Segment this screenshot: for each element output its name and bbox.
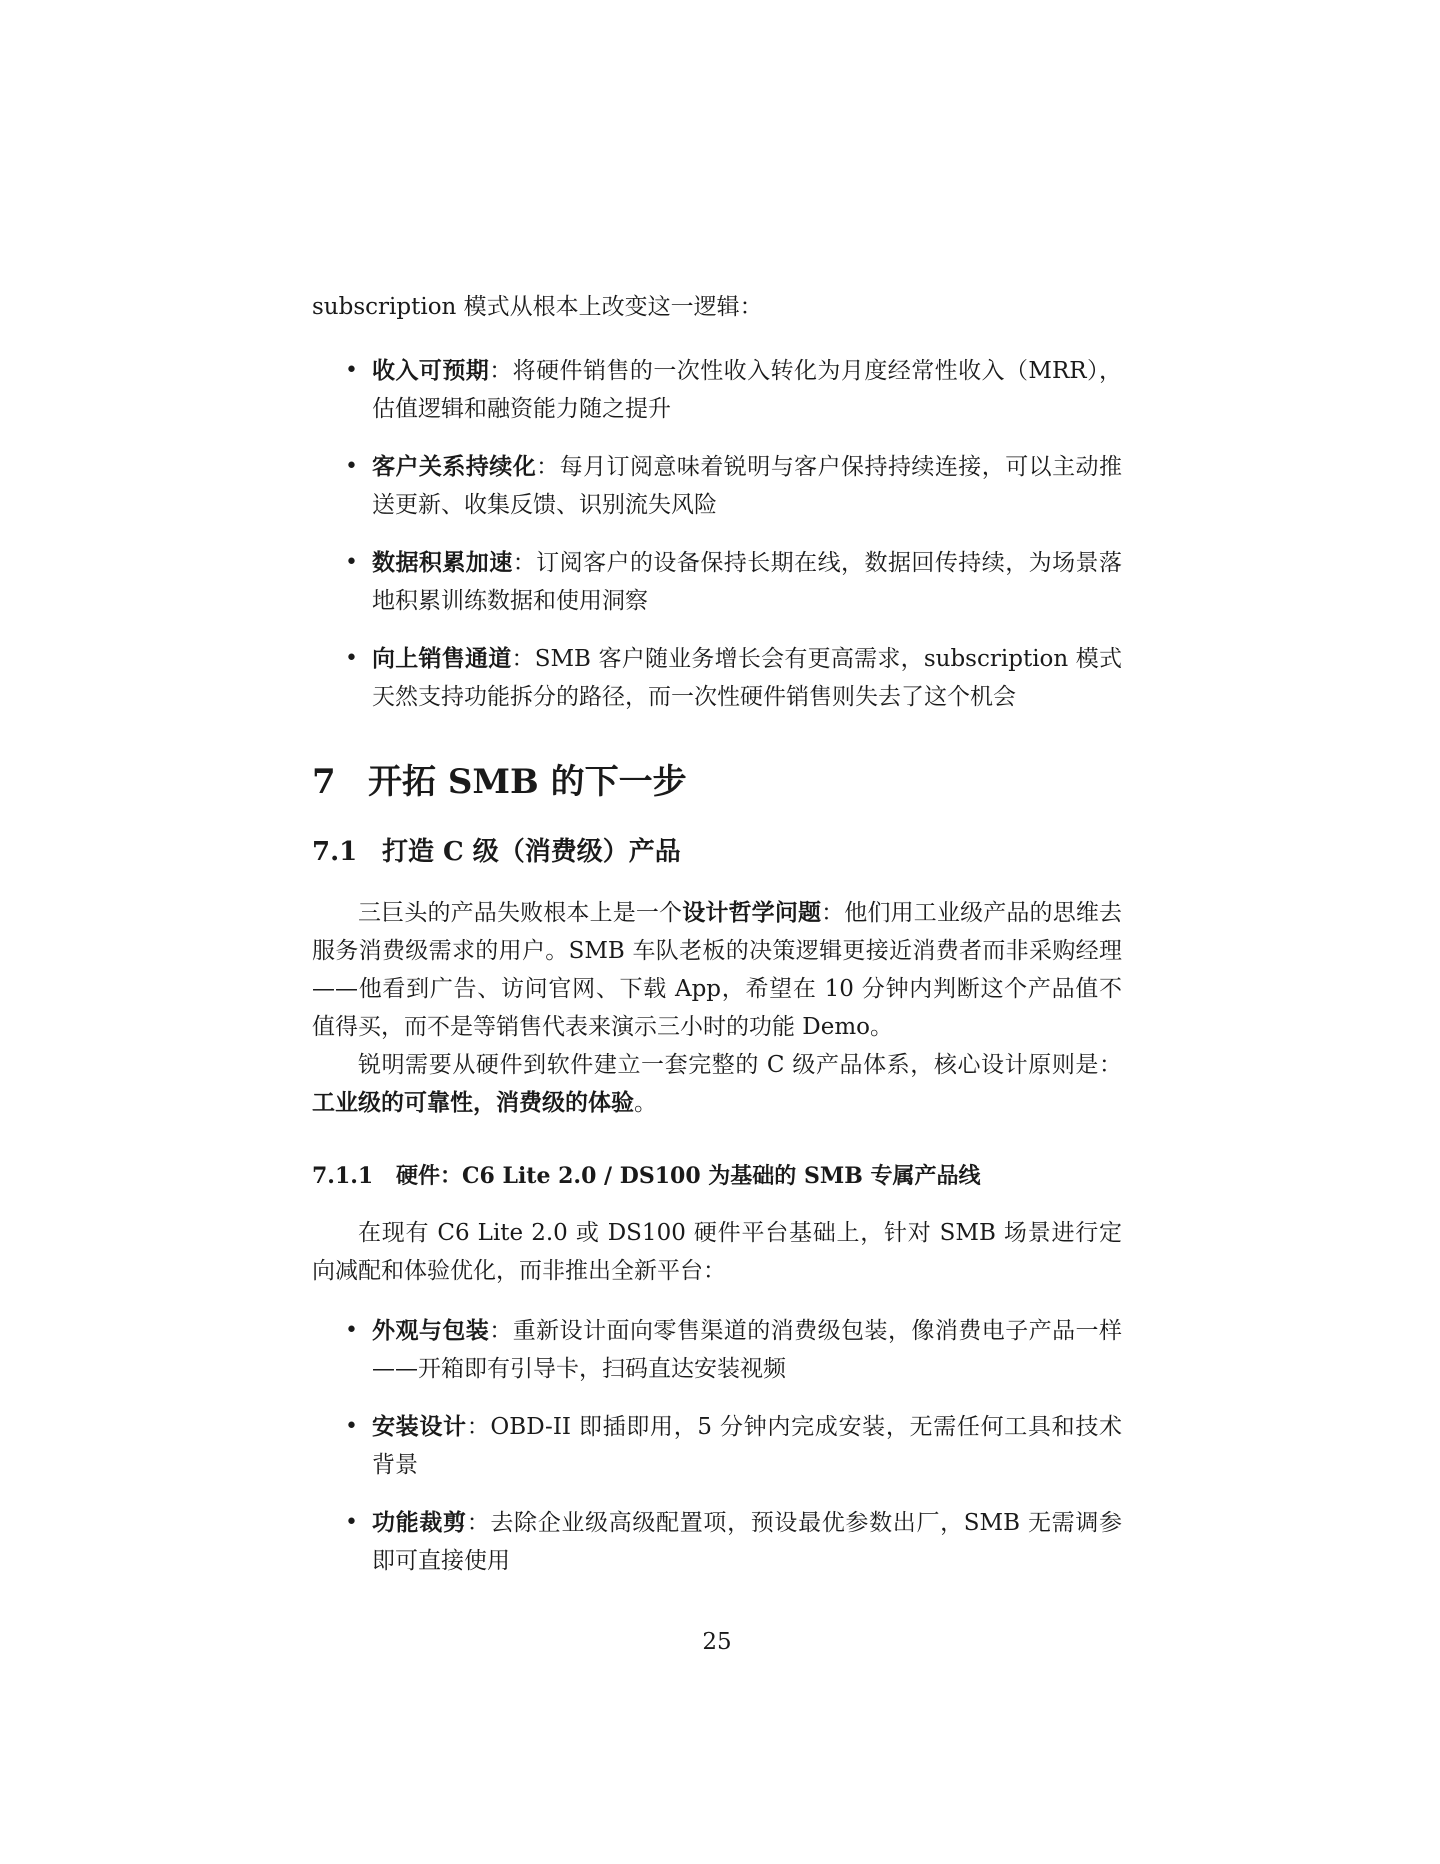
body-paragraph: 在现有 C6 Lite 2.0 或 DS100 硬件平台基础上，针对 SMB 场景进行定向减配和体验优化，而非推出全新平台： bbox=[312, 1220, 1122, 1284]
bullet-icon: • bbox=[345, 358, 358, 383]
bullet-icon: • bbox=[345, 1510, 358, 1535]
list-item-text: ：SMB 客户随业务增长会有更高需求，subscription 模式天然支持功能拆分的路径，而一次性硬件销售则失去了这个机会 bbox=[372, 646, 1122, 710]
bullet-icon: • bbox=[345, 1414, 358, 1439]
list-item bbox=[312, 448, 1122, 524]
bullet-icon: • bbox=[345, 1318, 358, 1343]
list-item-term: 客户关系持续化 bbox=[372, 453, 537, 480]
list-item-term: 安装设计 bbox=[372, 1413, 467, 1440]
list-item-term: 数据积累加速 bbox=[372, 549, 513, 576]
list-item-term: 功能裁剪 bbox=[372, 1509, 467, 1536]
list-item bbox=[312, 1504, 1122, 1580]
document-page bbox=[312, 0, 1122, 1864]
section-number: 7 bbox=[312, 762, 336, 802]
body-paragraph bbox=[312, 894, 1122, 1046]
hardware-list bbox=[312, 1312, 1122, 1600]
paragraph-text: 。 bbox=[634, 1090, 657, 1116]
list-item bbox=[312, 1312, 1122, 1388]
paragraph-text: 锐明需要从硬件到软件建立一套完整的 C 级产品体系，核心设计原则是： bbox=[358, 1052, 1122, 1078]
intro-paragraph: subscription 模式从根本上改变这一逻辑： bbox=[312, 294, 763, 320]
list-item bbox=[312, 1408, 1122, 1484]
list-item bbox=[312, 544, 1122, 620]
paragraph-emphasis: 工业级的可靠性，消费级的体验 bbox=[312, 1089, 634, 1116]
bullet-icon: • bbox=[345, 550, 358, 575]
list-item bbox=[312, 640, 1122, 716]
list-item-term: 向上销售通道 bbox=[372, 645, 512, 672]
paragraph-text: 三巨头的产品失败根本上是一个 bbox=[358, 900, 683, 926]
list-item-term: 外观与包装 bbox=[372, 1317, 490, 1344]
bullet-icon: • bbox=[345, 454, 358, 479]
paragraph-text: ：他们用工业级产品的思维去服务消费级需求的用户。SMB 车队老板的决策逻辑更接近消费者而非采购经理——他看到广告、访问官网、下载 App，希望在 10 分钟内判断这个产品值不值得买，而不是等销售代表来演示三小时的功能 Demo。 bbox=[312, 900, 1122, 1040]
subsection-heading bbox=[312, 832, 681, 872]
list-item-text: ：订阅客户的设备保持长期在线，数据回传持续，为场景落地积累训练数据和使用洞察 bbox=[372, 550, 1123, 614]
page-number: 25 bbox=[702, 1629, 732, 1655]
section-heading bbox=[312, 758, 687, 806]
subsection-number: 7.1 bbox=[312, 837, 358, 867]
list-item-text: ：将硬件销售的一次性收入转化为月度经常性收入（MRR），估值逻辑和融资能力随之提升 bbox=[372, 358, 1122, 422]
list-item-text: ：每月订阅意味着锐明与客户保持持续连接，可以主动推送更新、收集反馈、识别流失风险 bbox=[372, 454, 1123, 518]
list-item-text: ：OBD-II 即插即用，5 分钟内完成安装，无需任何工具和技术背景 bbox=[372, 1414, 1123, 1478]
bullet-icon: • bbox=[345, 646, 358, 671]
subsubsection-number: 7.1.1 bbox=[312, 1163, 374, 1189]
list-item-text: ：去除企业级高级配置项，预设最优参数出厂，SMB 无需调参即可直接使用 bbox=[372, 1510, 1122, 1574]
subsubsection-title: 硬件：C6 Lite 2.0 / DS100 为基础的 SMB 专属产品线 bbox=[396, 1163, 981, 1189]
list-item-text: ：重新设计面向零售渠道的消费级包装，像消费电子产品一样——开箱即有引导卡，扫码直达安装视频 bbox=[372, 1318, 1123, 1382]
section-title: 开拓 SMB 的下一步 bbox=[368, 762, 687, 802]
paragraph-emphasis: 设计哲学问题 bbox=[682, 899, 822, 926]
subsection-title: 打造 C 级（消费级）产品 bbox=[382, 837, 681, 867]
subsubsection-heading bbox=[312, 1158, 980, 1194]
list-item bbox=[312, 352, 1122, 428]
list-item-term: 收入可预期 bbox=[372, 357, 490, 384]
body-paragraph bbox=[312, 1046, 1122, 1122]
benefits-list bbox=[312, 352, 1122, 736]
